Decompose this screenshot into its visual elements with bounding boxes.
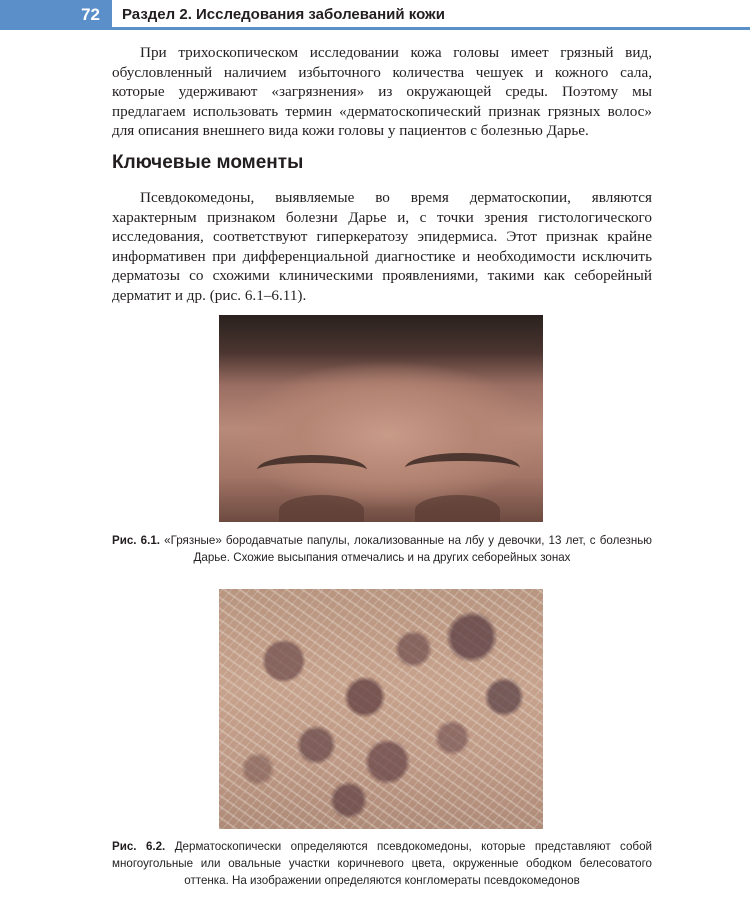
header-divider (112, 27, 750, 30)
right-eye (415, 495, 500, 522)
page-number: 72 (0, 0, 112, 30)
right-eyebrow (405, 453, 520, 483)
figure-6-2-caption (112, 838, 652, 890)
figure-label: Рис. 6.1. (112, 534, 161, 547)
running-header (0, 0, 750, 30)
figure-label: Рис. 6.2. (112, 840, 166, 853)
figure-6-2-photo (219, 589, 543, 829)
figure-6-1-caption (112, 532, 652, 566)
figure-6-1-photo (219, 315, 543, 522)
figure-caption-text: Дерматоскопически определяются псевдокомедоны, которые представляют собой многоугольные или овальные участки коричневого цвета, окруженные ободком белесоватого оттенка. На изображении определяются конгломераты псевдокомедонов (112, 840, 652, 888)
left-eyebrow (257, 455, 367, 485)
section-heading: Ключевые моменты (112, 152, 304, 173)
figure-caption-text: «Грязные» бородавчатые папулы, локализованные на лбу у девочки, 13 лет, с болезнью Дарье. Схожие высыпания отмечались и на других себорейных зонах (160, 534, 652, 565)
body-paragraph-2: Псевдокомедоны, выявляемые во время дерматоскопии, являются характерным признаком болезни Дарье и, с точки зрения гистологического исследования, соответствуют гиперкератозу эпидермиса. Этот признак крайне информативен при дифференциальной диагностике и необходимости исключить дерматозы со схожими клиническими проявлениями, такими как себорейный дерматит и др. (рис. 6.1–6.11). (112, 189, 652, 304)
body-paragraph-1: При трихоскопическом исследовании кожа головы имеет грязный вид, обусловленный наличием избыточного количества чешуек и кожного сала, которые удерживают «загрязнения» из окружающей среды. Поэтому мы предлагаем использовать термин «дерматоскопический признак грязных волос» для описания внешнего вида кожи головы у пациентов с болезнью Дарье. (112, 44, 652, 140)
section-title: Раздел 2. Исследования заболеваний кожи (122, 6, 445, 23)
left-eye (279, 495, 364, 522)
